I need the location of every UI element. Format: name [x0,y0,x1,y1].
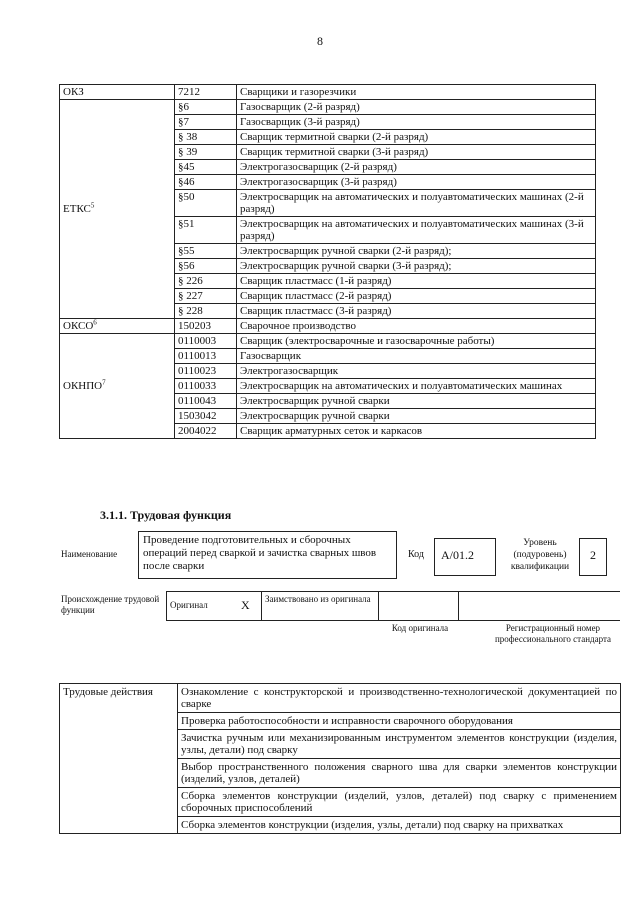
code-cell: 0110023 [175,364,237,379]
name-cell: Электросварщик на автоматических и полуавтоматических машинах (2-й разряд) [237,190,596,217]
name-cell: Сварщик пластмасс (1-й разряд) [237,274,596,289]
name-cell: Электросварщик ручной сварки [237,394,596,409]
name-cell: Сварочное производство [237,319,596,334]
code-cell: §51 [175,217,237,244]
name-cell: Газосварщик (3-й разряд) [237,115,596,130]
original-mark: X [241,598,250,612]
name-cell: Газосварщик (2-й разряд) [237,100,596,115]
name-cell: Сварщик арматурных сеток и каркасов [237,424,596,439]
code-cell: §50 [175,190,237,217]
classifier-label: ОКНПО$^7$ [60,334,175,439]
name-cell: Электросварщик на автоматических и полуавтоматических машинах [237,379,596,394]
code-cell: §45 [175,160,237,175]
classifier-label: ОКСО$^6$ [60,319,175,334]
labor-action-item: Выбор пространственного положения сварного шва для сварки элементов конструкции (изделий, узлов, деталей) [178,759,621,788]
page-number: 8 [317,34,323,48]
function-code-box: A/01.2 [434,538,496,576]
name-cell: Сварщик (электросварочные и газосварочные работы) [237,334,596,349]
code-cell: § 39 [175,145,237,160]
classifier-label: ЕТКС$^5$ [60,100,175,319]
code-cell: 0110033 [175,379,237,394]
code-cell: §7 [175,115,237,130]
borrowed-label: Заимствовано из оригинала [261,592,378,620]
code-original-caption: Код оригинала [391,623,449,633]
name-cell: Сварщики и газорезчики [237,85,596,100]
classifier-label: ОКЗ [60,85,175,100]
name-label: Наименование [61,549,118,559]
labor-action-item: Сборка элементов конструкции (изделия, узлы, детали) под сварку на прихватках [178,817,621,834]
name-cell: Электросварщик ручной сварки (2-й разряд); [237,244,596,259]
name-cell: Газосварщик [237,349,596,364]
code-original-cell [378,592,458,620]
name-cell: Электрогазосварщик (2-й разряд) [237,160,596,175]
code-cell: § 226 [175,274,237,289]
name-cell: Электрогазосварщик (3-й разряд) [237,175,596,190]
labor-actions-table [59,683,621,834]
level-box: 2 [579,538,607,576]
section-title: 3.1.1. Трудовая функция [100,508,232,522]
code-cell: 0110013 [175,349,237,364]
reg-number-caption: Регистрационный номер профессионального стандарта [494,623,612,644]
codes-row [60,85,596,100]
code-label: Код [408,549,424,560]
name-cell: Электросварщик ручной сварки (3-й разряд); [237,259,596,274]
code-cell: 0110043 [175,394,237,409]
name-cell: Сварщик пластмасс (3-й разряд) [237,304,596,319]
code-cell: 150203 [175,319,237,334]
name-cell: Электросварщик на автоматических и полуавтоматических машинах (3-й разряд) [237,217,596,244]
reg-number-cell [458,592,620,620]
code-cell: § 228 [175,304,237,319]
labor-action-item: Ознакомление с конструкторской и производственно-технологической документацией по сварке [178,684,621,713]
codes-row [60,319,596,334]
codes-row [60,100,596,115]
name-cell: Сварщик термитной сварки (2-й разряд) [237,130,596,145]
name-cell: Сварщик пластмасс (2-й разряд) [237,289,596,304]
code-cell: §55 [175,244,237,259]
function-name-box: Проведение подготовительных и сборочных операций перед сваркой и зачистка сварных швов после сварки [138,531,397,579]
code-cell: §56 [175,259,237,274]
code-cell: §6 [175,100,237,115]
code-cell: 7212 [175,85,237,100]
labor-action-item: Зачистка ручным или механизированным инструментом элементов конструкции (изделия, узлы, детали) под сварку [178,730,621,759]
code-cell: §46 [175,175,237,190]
classifier-codes-table [59,84,596,439]
code-cell: 0110003 [175,334,237,349]
name-cell: Электросварщик ручной сварки [237,409,596,424]
code-cell: 2004022 [175,424,237,439]
labor-action-item: Проверка работоспособности и исправности сварочного оборудования [178,713,621,730]
code-cell: § 227 [175,289,237,304]
labor-actions-label: Трудовые действия [60,684,178,834]
name-cell: Сварщик термитной сварки (3-й разряд) [237,145,596,160]
labor-action-item: Сборка элементов конструкции (изделий, узлов, деталей) под сварку с применением сборочных приспособлений [178,788,621,817]
code-cell: 1503042 [175,409,237,424]
labor-action-row [60,684,621,713]
original-label: Оригинал [166,592,234,620]
origin-label: Происхождение трудовой функции [61,594,160,615]
name-cell: Электрогазосварщик [237,364,596,379]
origin-row [166,591,620,621]
level-label: Уровень (подуровень) квалификации [510,538,570,572]
code-cell: § 38 [175,130,237,145]
codes-row [60,334,596,349]
